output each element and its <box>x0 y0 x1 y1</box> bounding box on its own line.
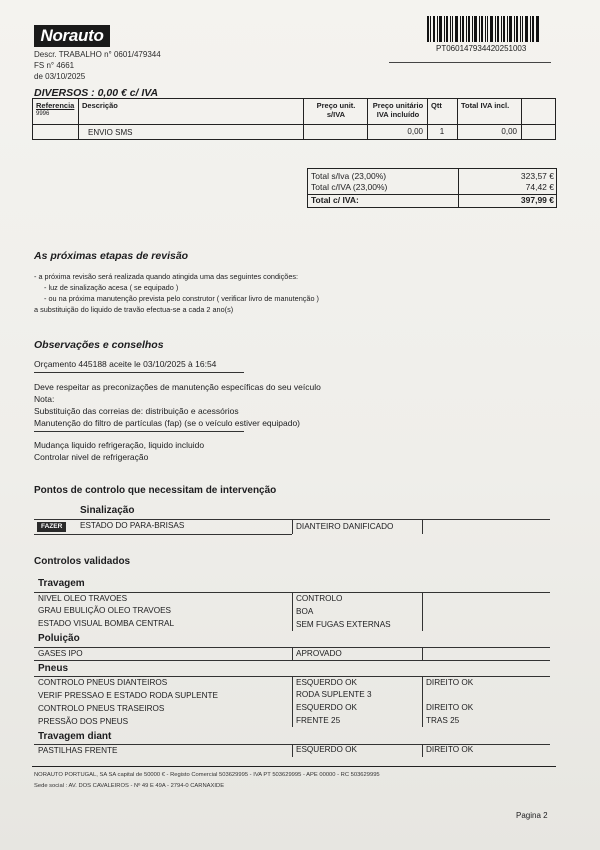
control-item: CONTROLO PNEUS TRASEIROS <box>38 704 165 713</box>
intervencao-item: ESTADO DO PARA-BRISAS <box>80 521 185 530</box>
row-total: 0,00 <box>501 127 517 136</box>
total-sem-iva-value: 323,57 € <box>520 171 554 181</box>
validados-title: Controlos validados <box>34 556 131 567</box>
observacoes-title: Observações e conselhos <box>34 339 164 351</box>
control-item: VERIF PRESSAO E ESTADO RODA SUPLENTE <box>38 691 219 700</box>
revisao-line: - ou na próxima manutenção prevista pelo construtor ( verificar livro de manutenção ) <box>44 294 319 303</box>
divider <box>292 648 293 660</box>
col-total: Total IVA incl. <box>461 101 510 110</box>
control-result: RODA SUPLENTE 3 <box>296 690 372 699</box>
control-result: ESQUERDO OK <box>296 745 357 754</box>
divider <box>292 745 293 757</box>
col-referencia: Referencia <box>36 101 75 110</box>
group-travagem: Travagem <box>38 578 85 589</box>
control-item: PRESSÃO DOS PNEUS <box>38 717 129 726</box>
diversos-table <box>32 98 556 140</box>
divider <box>389 62 551 63</box>
control-item: GRAU EBULIÇÃO OLEO TRAVOES <box>38 606 172 615</box>
row-qtt: 1 <box>439 127 445 136</box>
footer-address: Sede social : AV. DOS CAVALEIROS - Nº 49 E 49A - 2794-0 CARNAXIDE <box>34 783 225 789</box>
divider <box>34 431 244 432</box>
divider <box>292 520 293 534</box>
fazer-badge: FAZER <box>37 522 66 532</box>
observacao-line: Manutenção do filtro de partículas (fap) (se o veículo estiver equipado) <box>34 418 301 428</box>
control-item: CONTROLO PNEUS DIANTEIROS <box>38 678 168 687</box>
control-item: ESTADO VISUAL BOMBA CENTRAL <box>38 619 175 628</box>
col-preco-unit: Preço unit. s/IVA <box>316 101 356 119</box>
observacao-line: Nota: <box>34 394 55 404</box>
divider <box>34 660 550 661</box>
revisao-line: - luz de sinalização acesa ( se equipado ) <box>44 283 179 292</box>
row-description: ENVIO SMS <box>88 128 133 137</box>
total-iva-label: Total c/IVA (23,00%) <box>311 182 388 192</box>
control-result: SEM FUGAS EXTERNAS <box>296 620 391 629</box>
divider <box>422 593 423 631</box>
divider <box>422 745 423 757</box>
control-result: APROVADO <box>296 649 342 658</box>
divider <box>292 677 293 727</box>
barcode-number: PT060147934420251003 <box>436 44 527 53</box>
document-date: de 03/10/2025 <box>34 72 86 81</box>
control-result: DIREITO OK <box>426 703 474 712</box>
col-qtt: Qtt <box>431 101 442 110</box>
barcode-icon <box>427 16 539 42</box>
control-result: CONTROLO <box>296 594 343 603</box>
observacao-line: Substituição das correias de: distribuição e acessórios <box>34 406 239 416</box>
revisao-line: - a próxima revisão será realizada quando atingida uma das seguintes condições: <box>34 272 299 281</box>
totals-box <box>307 168 557 208</box>
divider <box>422 648 423 660</box>
col-descricao: Descrição <box>82 101 118 110</box>
control-item: NIVEL OLEO TRAVOES <box>38 594 128 603</box>
footer-divider <box>32 766 556 767</box>
norauto-logo: Norauto <box>34 25 110 47</box>
control-item: PASTILHAS FRENTE <box>38 746 118 755</box>
control-result: FRENTE 25 <box>296 716 341 725</box>
control-result: BOA <box>296 607 314 616</box>
col-preco-iva: Preço unitário IVA incluído <box>372 101 424 119</box>
total-iva-value: 74,42 € <box>525 182 554 192</box>
control-result: DIREITO OK <box>426 745 474 754</box>
group-sinalizacao: Sinalização <box>80 505 135 516</box>
orcamento-line: Orçamento 445188 aceite le 03/10/2025 à 16:54 <box>34 359 217 369</box>
intervencao-result: DIANTEIRO DANIFICADO <box>296 522 394 531</box>
revisao-title: As próximas etapas de revisão <box>34 250 189 262</box>
observacao-line: Controlar nivel de refrigeração <box>34 452 149 462</box>
control-item: GASES IPO <box>38 649 83 658</box>
control-result: DIREITO OK <box>426 678 474 687</box>
divider <box>422 520 423 534</box>
page-number: Pagina 2 <box>516 811 548 820</box>
row-preco-iva: 0,00 <box>407 127 423 136</box>
group-travagem-diant: Travagem diant <box>38 731 112 742</box>
diversos-title: DIVERSOS : 0,00 € c/ IVA <box>34 87 159 99</box>
fs-number: FS n° 4661 <box>34 61 75 70</box>
intervencao-title: Pontos de controlo que necessitam de intervenção <box>34 485 277 496</box>
total-com-iva-value: 397,99 € <box>520 195 554 205</box>
control-result: ESQUERDO OK <box>296 703 357 712</box>
revisao-line: a substituição do liquido de travão efectua-se a cada 2 ano(s) <box>34 305 234 314</box>
divider <box>292 593 293 631</box>
group-pneus: Pneus <box>38 663 69 674</box>
footer-company: NORAUTO PORTUGAL, SA SA capital de 50000 € - Registo Comercial 503629995 - IVA PT 503629995 - APE 00000 - RC 503629995 <box>34 772 380 778</box>
observacao-line: Mudança liquido refrigeração, liquido incluido <box>34 440 205 450</box>
work-description: Descr. TRABALHO n° 0601/479344 <box>34 50 161 59</box>
control-result: TRAS 25 <box>426 716 460 725</box>
total-com-iva-label: Total c/ IVA: <box>311 195 359 205</box>
control-result: ESQUERDO OK <box>296 678 357 687</box>
total-sem-iva-label: Total s/Iva (23,00%) <box>311 171 387 181</box>
divider <box>34 372 244 373</box>
ref-code: 9996 <box>36 111 50 117</box>
divider <box>422 677 423 727</box>
group-poluicao: Poluição <box>38 633 80 644</box>
divider <box>34 534 292 535</box>
observacao-line: Deve respeitar as preconizações de manutenção específicas do seu veículo <box>34 382 321 392</box>
